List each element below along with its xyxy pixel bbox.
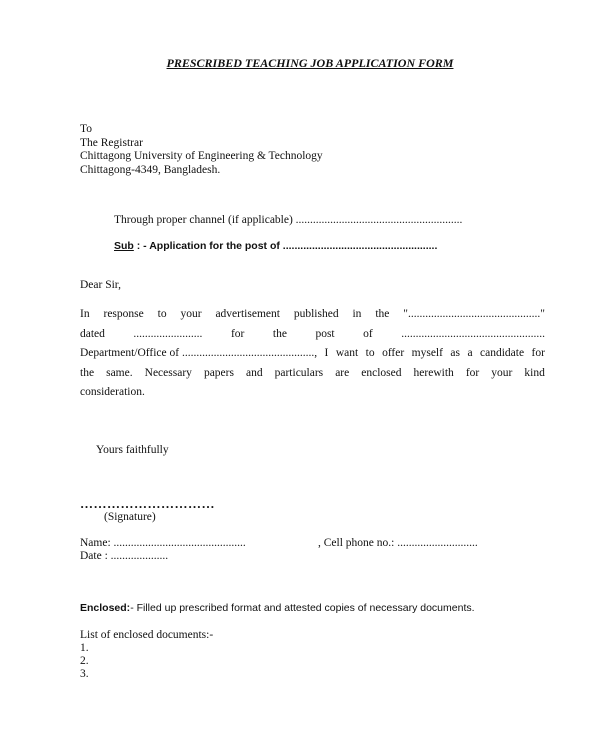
form-title: PRESCRIBED TEACHING JOB APPLICATION FORM [166,56,454,70]
word: for [531,347,545,359]
enclosed-line [80,602,475,614]
salutation: Dear Sir, [80,279,122,291]
word: your [180,308,202,320]
enclosed-text: - Filled up prescribed format and attested copies of necessary documents. [130,602,475,614]
word: Necessary [144,366,192,379]
word: post [315,327,335,340]
word: for [465,366,480,379]
date-blank: ........................ [133,327,203,340]
body-row-2 [80,325,545,345]
word: of [363,327,373,340]
word: your [491,366,513,379]
word: response [103,308,144,320]
address-line-3: Chittagong-4349, Bangladesh. [80,163,221,176]
subject-line [114,240,437,252]
word: to [157,308,167,320]
enclosed-list-item: 3. [80,668,89,680]
word: same. [106,366,133,379]
cell-phone-field: , Cell phone no.: ............................ [318,537,478,549]
letter-body [80,305,545,403]
word: as [450,347,461,359]
word: to [365,347,375,359]
word: In [80,308,90,320]
through-channel-line: Through proper channel (if applicable) .......................................................... [114,214,463,226]
name-field: Name: .............................................. [80,537,246,549]
word: offer [382,347,405,359]
body-row-1 [80,305,545,325]
address-to: To [80,123,92,135]
word: published [293,308,339,320]
body-row-4 [80,364,545,384]
signature-line: ………………………… [80,496,215,511]
word: want [335,347,359,359]
date-field: Date : .................... [80,550,169,562]
advertisement-blank: ".............................................." [403,308,545,320]
word: kind [524,366,545,379]
word: the [272,327,287,340]
department-blank: Department/Office of .............................................., [80,347,318,359]
address-line-2: Chittagong University of Engineering & Technology [80,150,323,162]
word: papers [203,366,234,379]
word: a [467,347,473,359]
word: I [324,347,329,359]
word: and [245,366,263,379]
word: advertisement [215,308,280,320]
post-blank: .................................................. [401,327,545,340]
enclosed-list-item: 1. [80,642,89,654]
body-row-5: consideration. [80,386,145,398]
enclosed-label: Enclosed: [80,602,131,614]
enclosed-list-heading: List of enclosed documents:- [80,629,214,641]
address-line-1: The Registrar [80,136,143,149]
word: in [352,308,362,320]
word: for [230,327,245,340]
word: the [375,308,390,320]
word: candidate [480,347,525,359]
word: myself [411,347,443,359]
enclosed-list-item: 2. [80,655,89,667]
word: herewith [413,366,454,379]
closing: Yours faithfully [96,444,169,456]
recipient-address [80,123,323,177]
subject-text: : - Application for the post of ..................................................... [136,240,438,252]
subject-label: Sub [114,240,134,252]
word: are [335,366,350,379]
body-row-3 [80,344,545,364]
word: the [80,366,95,379]
word: dated [80,327,105,340]
signature-label: (Signature) [104,511,156,523]
word: enclosed [361,366,402,379]
word: particulars [274,366,324,379]
